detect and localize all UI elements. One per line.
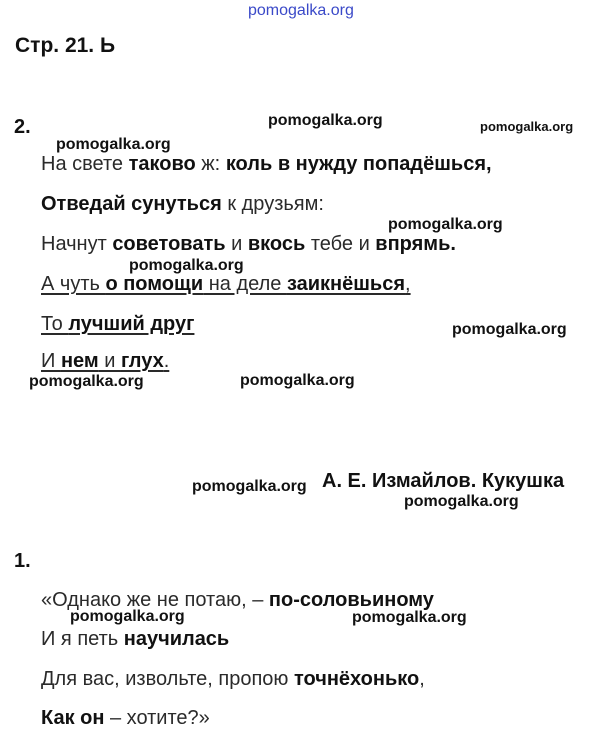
- watermark: pomogalka.org: [129, 257, 244, 274]
- text-segment: А чуть: [41, 273, 106, 295]
- text-segment: ,: [405, 273, 411, 295]
- bold-segment: впрямь.: [375, 233, 456, 255]
- text-segment: ,: [419, 668, 425, 690]
- bold-segment: лучший друг: [68, 313, 195, 335]
- poem-attribution: А. Е. Измайлов. Кукушка: [322, 470, 565, 492]
- bold-segment: научилась: [123, 628, 230, 650]
- site-link[interactable]: pomogalka.org: [248, 2, 354, 19]
- text-segment: И: [41, 350, 61, 372]
- task-number-1: 1.: [14, 550, 31, 572]
- bold-segment: по-соловьиному: [268, 589, 434, 611]
- watermark: pomogalka.org: [240, 372, 355, 389]
- poem-line: [41, 153, 492, 176]
- poem-line: [41, 233, 456, 256]
- watermark: pomogalka.org: [192, 478, 307, 495]
- bold-segment: о помощи: [105, 273, 204, 295]
- watermark: pomogalka.org: [452, 321, 567, 338]
- poem-line: [41, 668, 425, 691]
- text-segment: тебе и: [305, 233, 376, 255]
- watermark: pomogalka.org: [268, 112, 383, 129]
- text-segment: Для вас, извольте, пропою: [41, 668, 294, 690]
- text-segment: на деле: [203, 273, 287, 295]
- text-segment: И я петь: [41, 628, 124, 650]
- watermark: pomogalka.org: [480, 119, 574, 134]
- bold-segment: точнёхонько: [293, 668, 420, 690]
- text-segment: То: [41, 313, 69, 335]
- bold-segment: нем: [60, 350, 99, 372]
- text-segment: к друзьям:: [221, 193, 324, 215]
- bold-segment: советовать: [112, 233, 226, 255]
- watermark: pomogalka.org: [56, 136, 171, 153]
- bold-segment: Отведай сунуться: [41, 193, 222, 215]
- watermark: pomogalka.org: [352, 609, 467, 626]
- poem-line: [41, 350, 169, 373]
- poem-line: [41, 707, 210, 730]
- text-segment: На свете: [41, 153, 129, 175]
- text-segment: .: [163, 350, 170, 372]
- watermark: pomogalka.org: [388, 216, 503, 233]
- bold-segment: глух: [120, 350, 164, 372]
- bold-segment: вкось: [247, 233, 306, 255]
- text-segment: и: [225, 233, 248, 255]
- poem-line: [41, 193, 324, 216]
- bold-segment: Как он: [41, 707, 105, 729]
- text-segment: ж:: [195, 153, 226, 175]
- text-segment: и: [98, 350, 121, 372]
- poem-line: [41, 273, 411, 296]
- bold-segment: таково: [128, 153, 196, 175]
- text-segment: Начнут: [41, 233, 113, 255]
- watermark: pomogalka.org: [70, 608, 185, 625]
- bold-segment: коль в нужду попадёшься,: [225, 153, 492, 175]
- task-number-2: 2.: [14, 116, 31, 138]
- poem-line: [41, 313, 194, 336]
- poem-line: [41, 628, 229, 651]
- text-segment: – хотите?»: [104, 707, 210, 729]
- page-reference: Стр. 21. Ь: [15, 34, 116, 57]
- watermark: pomogalka.org: [29, 373, 144, 390]
- bold-segment: заикнёшься: [286, 273, 406, 295]
- text-segment: «Однако же не потаю, –: [41, 589, 269, 611]
- watermark: pomogalka.org: [404, 493, 519, 510]
